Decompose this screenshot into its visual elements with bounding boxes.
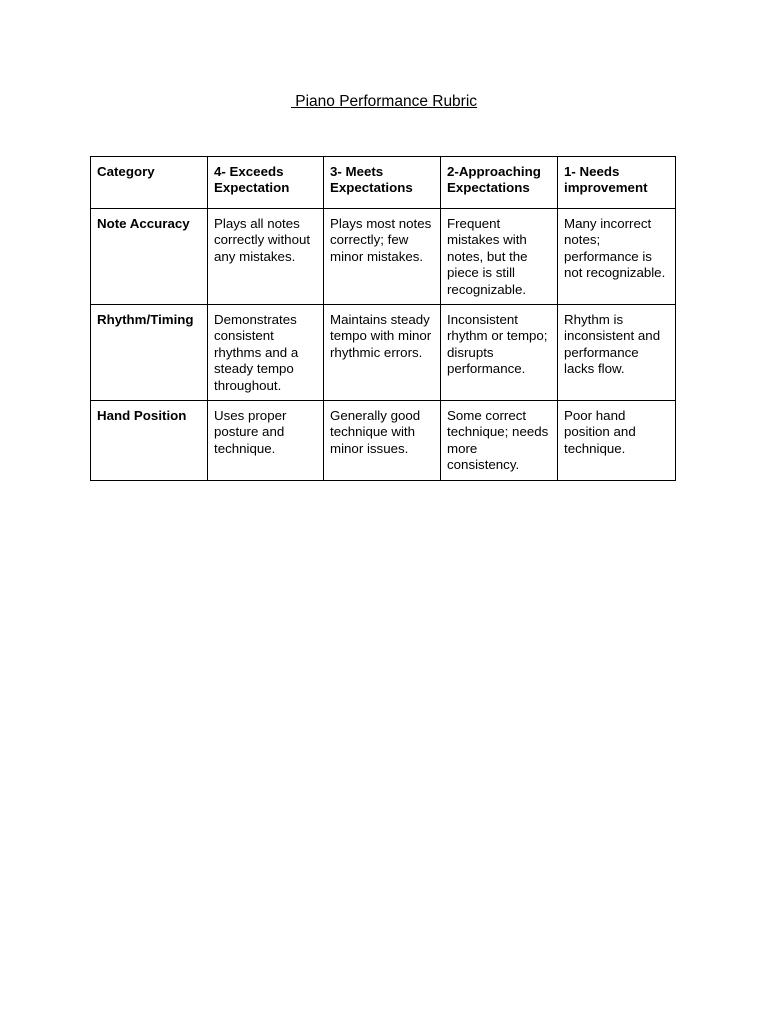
- header-level-2: 2-Approaching Expectations: [441, 157, 558, 209]
- row-category: Hand Position: [91, 401, 208, 481]
- table-row: [91, 209, 676, 305]
- header-level-3: 3- Meets Expectations: [324, 157, 441, 209]
- table-cell: Many incorrect notes; performance is not recognizable.: [558, 209, 676, 305]
- table-cell: Plays most notes correctly; few minor mistakes.: [324, 209, 441, 305]
- table-cell: Demonstrates consistent rhythms and a steady tempo throughout.: [208, 305, 324, 401]
- table-cell: Rhythm is inconsistent and performance lacks flow.: [558, 305, 676, 401]
- table-row: [91, 401, 676, 481]
- table-cell: Inconsistent rhythm or tempo; disrupts performance.: [441, 305, 558, 401]
- table-cell: Uses proper posture and technique.: [208, 401, 324, 481]
- header-level-1: 1- Needs improvement: [558, 157, 676, 209]
- header-level-4: 4- Exceeds Expectation: [208, 157, 324, 209]
- table-cell: Plays all notes correctly without any mistakes.: [208, 209, 324, 305]
- table-cell: Poor hand position and technique.: [558, 401, 676, 481]
- row-category: Rhythm/Timing: [91, 305, 208, 401]
- table-row: [91, 305, 676, 401]
- rubric-table: [90, 156, 676, 481]
- table-cell: Some correct technique; needs more consistency.: [441, 401, 558, 481]
- table-cell: Maintains steady tempo with minor rhythmic errors.: [324, 305, 441, 401]
- table-header-row: [91, 157, 676, 209]
- table-cell: Frequent mistakes with notes, but the piece is still recognizable.: [441, 209, 558, 305]
- header-category: Category: [91, 157, 208, 209]
- page-title: Piano Performance Rubric: [290, 93, 478, 110]
- table-cell: Generally good technique with minor issues.: [324, 401, 441, 481]
- row-category: Note Accuracy: [91, 209, 208, 305]
